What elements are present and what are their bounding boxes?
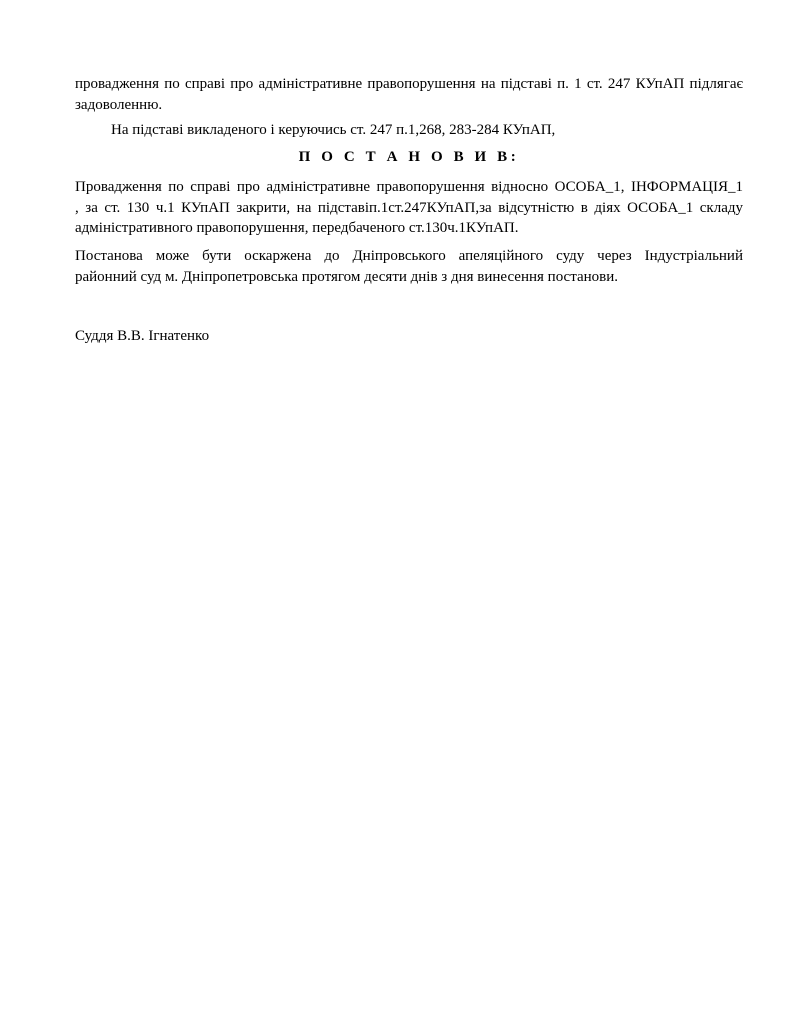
paragraph-line: задоволенню. <box>75 96 163 113</box>
paragraph-line: Провадження по справі про адміністративне правопорушення відносно ОСОБА_1, ІНФОРМАЦІЯ_1 <box>75 179 743 195</box>
paragraph-line: Постанова може бути оскаржена до Дніпровського апеляційного суду через Індустріальний <box>75 248 743 264</box>
paragraph-appeal <box>75 246 743 287</box>
paragraph-line: провадження по справі про адміністративне правопорушення на підставі п. 1 ст. 247 КУпАП підлягає <box>75 76 743 92</box>
paragraph-basis <box>111 120 743 141</box>
decision-heading: П О С Т А Н О В И В: <box>298 149 520 165</box>
paragraph-line: районний суд м. Дніпропетровська протягом десяти днів з дня винесення постанови. <box>75 268 619 285</box>
judge-signature: Суддя В.В. Ігнатенко <box>75 328 210 344</box>
paragraph-conclusion <box>75 74 743 115</box>
paragraph-line: На підставі викладеного і керуючись ст. 247 п.1,268, 283-284 КУпАП, <box>111 122 556 138</box>
paragraph-line: адміністративного правопорушення, передбаченого ст.130ч.1КУпАП. <box>75 220 519 236</box>
paragraph-line: , за ст. 130 ч.1 КУпАП закрити, на підставіп.1ст.247КУпАП,за відсутністю в діях ОСОБА_1 складу <box>75 199 743 216</box>
paragraph-ruling <box>75 177 743 239</box>
